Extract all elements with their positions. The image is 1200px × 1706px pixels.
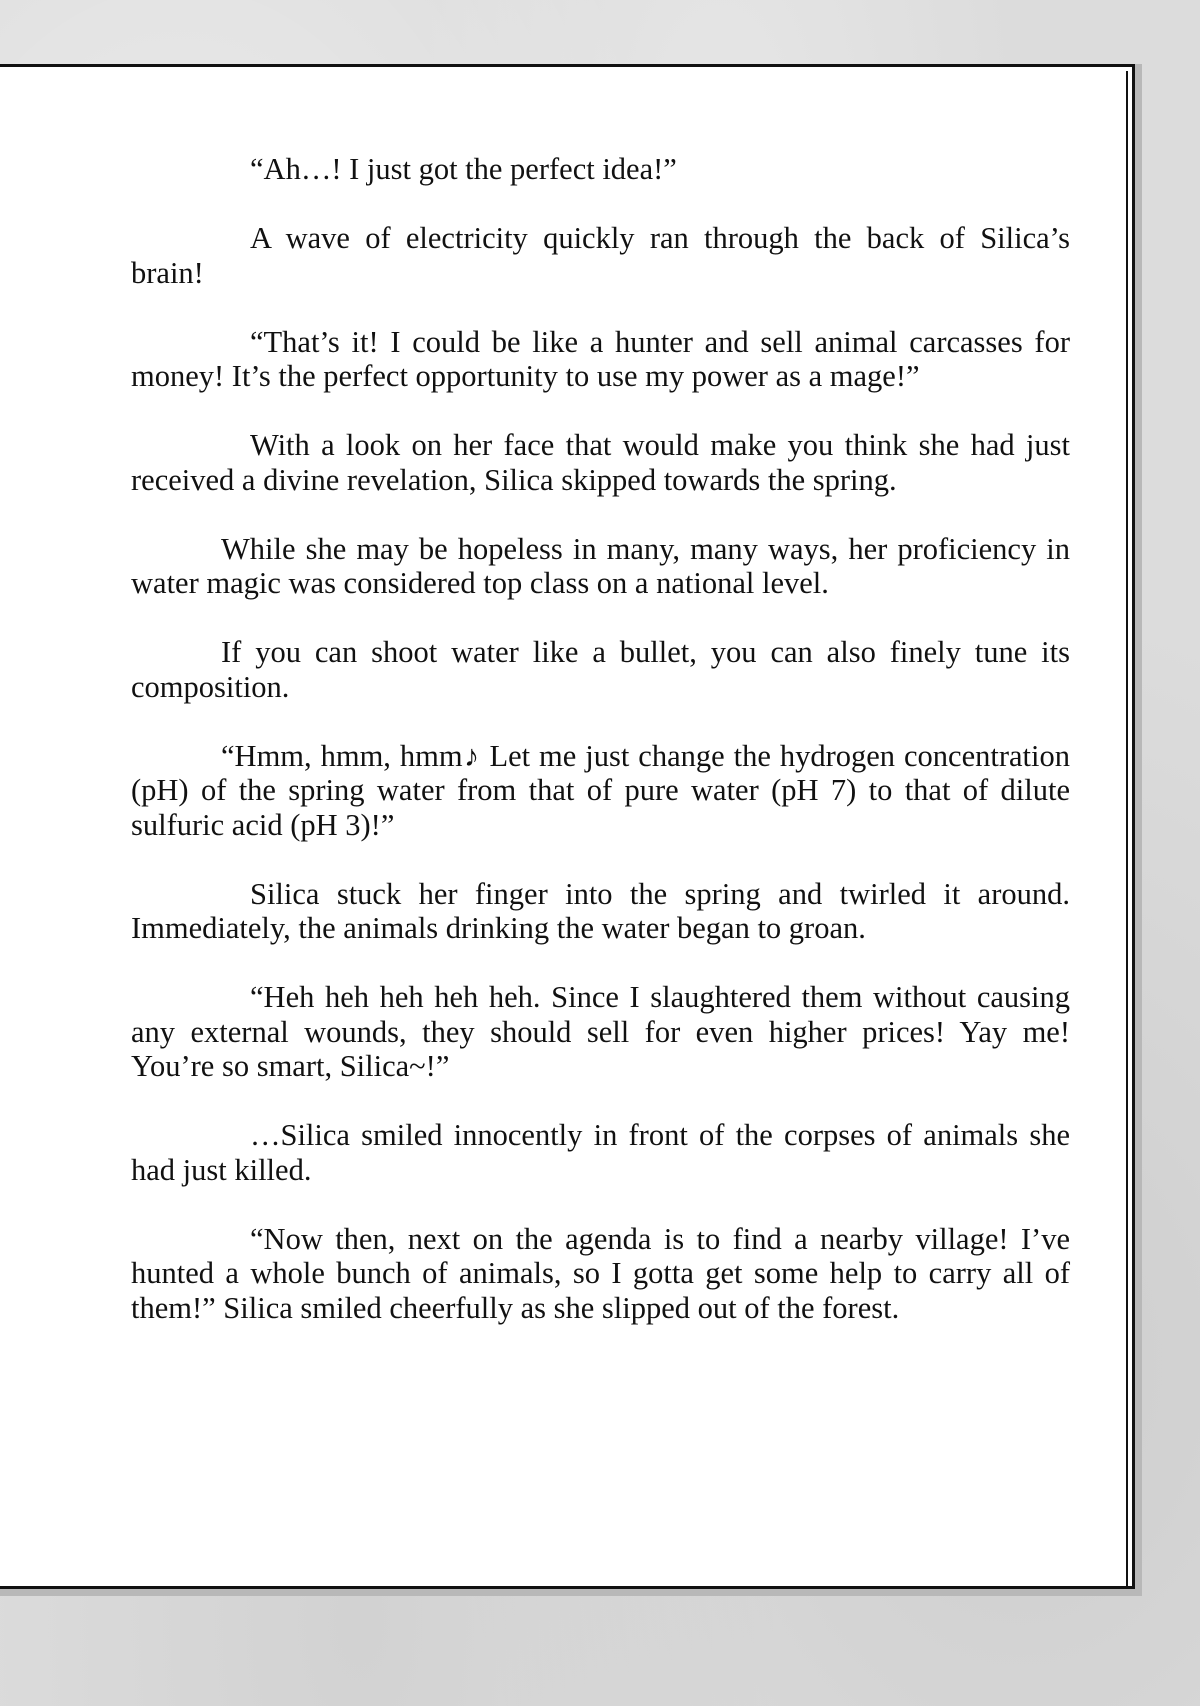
- paragraph-8: Silica stuck her finger into the spring and twirled it around. Immediately, the animals drinking the water began to groan.: [131, 876, 1070, 945]
- paragraph-2: A wave of electricity quickly ran through the back of Silica’s brain!: [131, 221, 1070, 290]
- paragraph-11: “Now then, next on the agenda is to find a nearby village! I’ve hunted a whole bunch of animals, so I gotta get some help to carry all of them!” Silica smiled cheerfully as she slipped out of the forest.: [131, 1221, 1070, 1325]
- story-text: [131, 152, 1070, 1325]
- paragraph-7: “Hmm, hmm, hmm♪ Let me just change the hydrogen concentration (pH) of the spring water from that of pure water (pH 7) to that of dilute sulfuric acid (pH 3)!”: [131, 738, 1070, 842]
- paragraph-4: With a look on her face that would make you think she had just received a divine revelation, Silica skipped towards the spring.: [131, 428, 1070, 497]
- paragraph-9: “Heh heh heh heh heh. Since I slaughtered them without causing any external wounds, they should sell for even higher prices! Yay me! You’re so smart, Silica~!”: [131, 980, 1070, 1083]
- paragraph-1: “Ah…! I just got the perfect idea!”: [250, 152, 677, 186]
- paragraph-6: If you can shoot water like a bullet, you can also finely tune its composition.: [131, 635, 1070, 704]
- paragraph-3: “That’s it! I could be like a hunter and sell animal carcasses for money! It’s the perfect opportunity to use my power as a mage!”: [131, 324, 1070, 393]
- paragraph-10: …Silica smiled innocently in front of the corpses of animals she had just killed.: [131, 1118, 1070, 1187]
- paragraph-5: While she may be hopeless in many, many ways, her proficiency in water magic was considered top class on a national level.: [131, 531, 1070, 600]
